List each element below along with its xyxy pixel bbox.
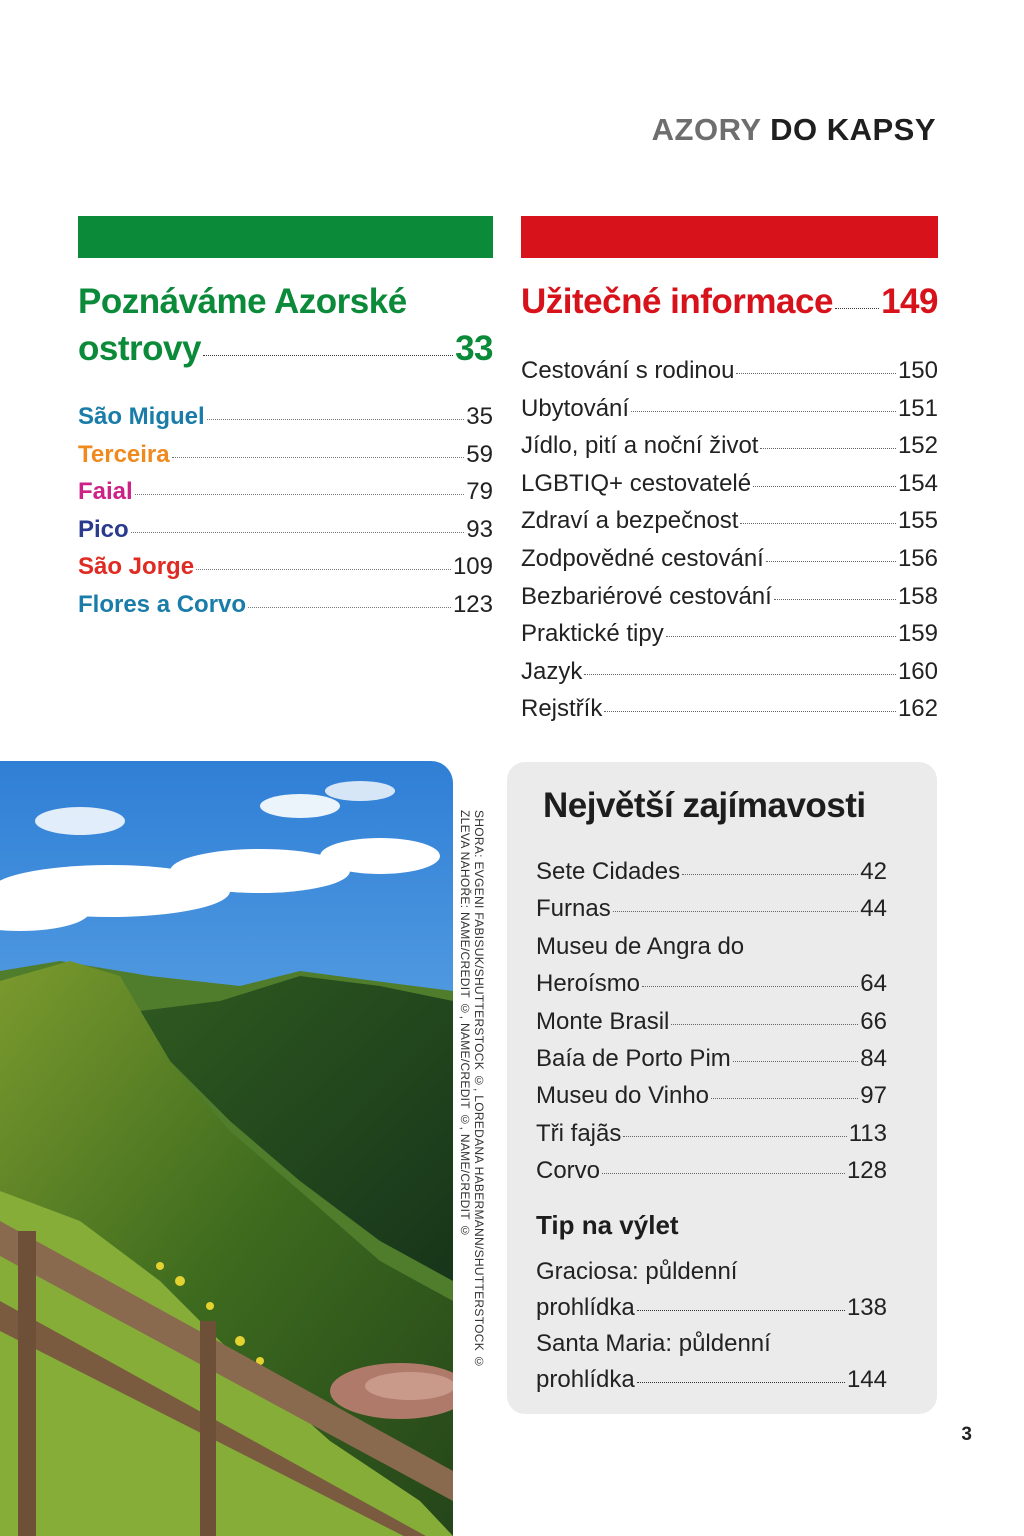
leader-dots xyxy=(666,636,896,637)
island-row xyxy=(78,548,493,586)
island-page: 35 xyxy=(466,403,493,430)
highlight-label: Heroísmo xyxy=(536,970,641,998)
island-row xyxy=(78,436,493,474)
highlight-label-line1: Museu de Angra do xyxy=(536,932,745,960)
highlight-page: 84 xyxy=(860,1045,887,1073)
leader-dots xyxy=(733,1061,859,1062)
trip-page: 144 xyxy=(846,1366,887,1393)
useful-title: Užitečné informace xyxy=(521,282,833,321)
useful-item-row xyxy=(521,352,938,390)
island-row xyxy=(78,586,493,624)
credit-line-2: ZLEVA NAHOŘE: NAME/CREDIT ©, NAME/CREDIT ©, NAME/CREDIT © xyxy=(458,810,472,1238)
highlight-row xyxy=(536,1115,887,1152)
leader-dots xyxy=(207,419,465,420)
useful-item-page: 152 xyxy=(897,432,938,460)
highlight-page: 42 xyxy=(860,858,887,885)
discover-title-line1: Poznáváme Azorské xyxy=(78,282,407,321)
leader-dots xyxy=(835,308,879,309)
highlight-page: 113 xyxy=(848,1119,887,1147)
highlight-label: Monte Brasil xyxy=(536,1007,670,1035)
island-page: 123 xyxy=(452,590,493,618)
green-section-bar xyxy=(78,216,493,258)
useful-info-list xyxy=(521,352,938,728)
leader-dots xyxy=(613,911,859,912)
useful-item-row xyxy=(521,502,938,540)
highlight-label: Corvo xyxy=(536,1157,601,1185)
highlight-label: Tři fajãs xyxy=(536,1119,622,1147)
credit-line-1: SHORA: EVGENI FABISUK/SHUTTERSTOCK ©, LOREDANA HABERMANN/SHUTTERSTOCK © xyxy=(472,810,486,1369)
useful-item-row xyxy=(521,653,938,691)
useful-item-page: 155 xyxy=(897,507,938,535)
useful-item-label: Jazyk xyxy=(521,657,583,685)
useful-item-label: Zdraví a bezpečnost xyxy=(521,507,739,535)
landscape-photo xyxy=(0,761,453,1536)
leader-dots xyxy=(131,532,465,533)
leader-dots xyxy=(774,599,896,600)
leader-dots xyxy=(623,1136,846,1137)
highlight-label: Furnas xyxy=(536,895,611,923)
discover-title-line2: ostrovy xyxy=(78,329,201,368)
leader-dots xyxy=(172,457,465,458)
trip-row xyxy=(536,1362,887,1398)
island-page: 109 xyxy=(452,553,493,581)
island-page: 79 xyxy=(466,478,493,506)
trip-label-line1: Santa Maria: půldenní xyxy=(536,1330,771,1357)
useful-item-page: 156 xyxy=(897,544,938,572)
leader-dots xyxy=(711,1098,858,1099)
island-row xyxy=(78,473,493,511)
leader-dots xyxy=(671,1024,858,1025)
series-title-part1: AZORY xyxy=(651,112,761,147)
highlight-row xyxy=(536,965,887,1002)
useful-item-label: Bezbariérové cestování xyxy=(521,582,772,610)
useful-item-page: 151 xyxy=(897,394,938,422)
useful-item-page: 160 xyxy=(897,657,938,685)
useful-title-row xyxy=(521,279,938,325)
useful-item-page: 162 xyxy=(897,695,938,723)
leader-dots xyxy=(637,1382,845,1383)
leader-dots xyxy=(682,874,858,875)
series-title xyxy=(652,112,936,148)
leader-dots xyxy=(740,523,896,524)
useful-item-row xyxy=(521,615,938,653)
leader-dots xyxy=(196,569,451,570)
trip-label: prohlídka xyxy=(536,1294,635,1321)
island-page: 93 xyxy=(466,515,493,543)
island-label: Pico xyxy=(78,515,129,543)
useful-item-label: Praktické tipy xyxy=(521,620,664,648)
highlight-page: 97 xyxy=(860,1082,887,1110)
leader-dots xyxy=(631,411,896,412)
trip-row xyxy=(536,1290,887,1326)
leader-dots xyxy=(203,355,453,356)
highlight-row xyxy=(536,1003,887,1040)
useful-item-row xyxy=(521,578,938,616)
useful-item-label: LGBTIQ+ cestovatelé xyxy=(521,469,752,497)
island-label: São Miguel xyxy=(78,403,205,430)
trip-list xyxy=(536,1254,887,1398)
leader-dots xyxy=(760,448,895,449)
useful-item-label: Zodpovědné cestování xyxy=(521,544,764,572)
leader-dots xyxy=(135,494,465,495)
useful-item-label: Rejstřík xyxy=(521,695,603,723)
highlight-row xyxy=(536,890,887,927)
useful-item-row xyxy=(521,427,938,465)
highlights-title: Největší zajímavosti xyxy=(543,786,866,825)
useful-item-label: Ubytování xyxy=(521,394,630,422)
highlights-list xyxy=(536,853,887,1190)
island-page: 59 xyxy=(466,440,493,468)
leader-dots xyxy=(753,486,896,487)
useful-item-row xyxy=(521,540,938,578)
trip-label: prohlídka xyxy=(536,1366,635,1393)
highlight-page: 44 xyxy=(860,895,887,923)
page-number: 3 xyxy=(961,1424,972,1445)
useful-item-label: Cestování s rodinou xyxy=(521,357,735,384)
highlight-page: 66 xyxy=(860,1007,887,1035)
island-label: Faial xyxy=(78,478,133,506)
useful-item-page: 150 xyxy=(897,357,938,384)
leader-dots xyxy=(604,711,896,712)
highlight-row xyxy=(536,1040,887,1077)
island-label: Flores a Corvo xyxy=(78,590,247,618)
leader-dots xyxy=(736,373,895,374)
highlight-page: 128 xyxy=(846,1157,887,1185)
trip-title: Tip na výlet xyxy=(536,1210,679,1240)
highlight-row xyxy=(536,1152,887,1189)
leader-dots xyxy=(642,986,858,987)
leader-dots xyxy=(637,1310,845,1311)
leader-dots xyxy=(766,561,896,562)
island-row xyxy=(78,398,493,436)
discover-page: 33 xyxy=(455,329,493,368)
leader-dots xyxy=(584,674,896,675)
highlight-label: Museu do Vinho xyxy=(536,1082,710,1110)
leader-dots xyxy=(602,1173,845,1174)
trip-page: 138 xyxy=(846,1294,887,1321)
useful-item-page: 158 xyxy=(897,582,938,610)
island-label: Terceira xyxy=(78,440,170,468)
highlight-label: Baía de Porto Pim xyxy=(536,1045,731,1073)
leader-dots xyxy=(248,607,451,608)
island-list xyxy=(78,398,493,624)
highlight-page: 64 xyxy=(860,970,887,998)
highlight-label: Sete Cidades xyxy=(536,858,681,885)
photo-credits xyxy=(458,810,486,1369)
useful-item-page: 154 xyxy=(897,469,938,497)
useful-item-row xyxy=(521,465,938,503)
red-section-bar xyxy=(521,216,938,258)
useful-item-page: 159 xyxy=(897,620,938,648)
trip-label-line1: Graciosa: půldenní xyxy=(536,1258,738,1285)
discover-title-row xyxy=(78,326,493,372)
highlight-row xyxy=(536,853,887,890)
useful-item-label: Jídlo, pití a noční život xyxy=(521,432,759,460)
island-row xyxy=(78,511,493,549)
useful-item-row xyxy=(521,390,938,428)
highlight-row xyxy=(536,1077,887,1114)
series-title-part2: DO KAPSY xyxy=(770,112,936,147)
useful-item-row xyxy=(521,690,938,728)
useful-page: 149 xyxy=(881,282,938,321)
island-label: São Jorge xyxy=(78,553,195,581)
